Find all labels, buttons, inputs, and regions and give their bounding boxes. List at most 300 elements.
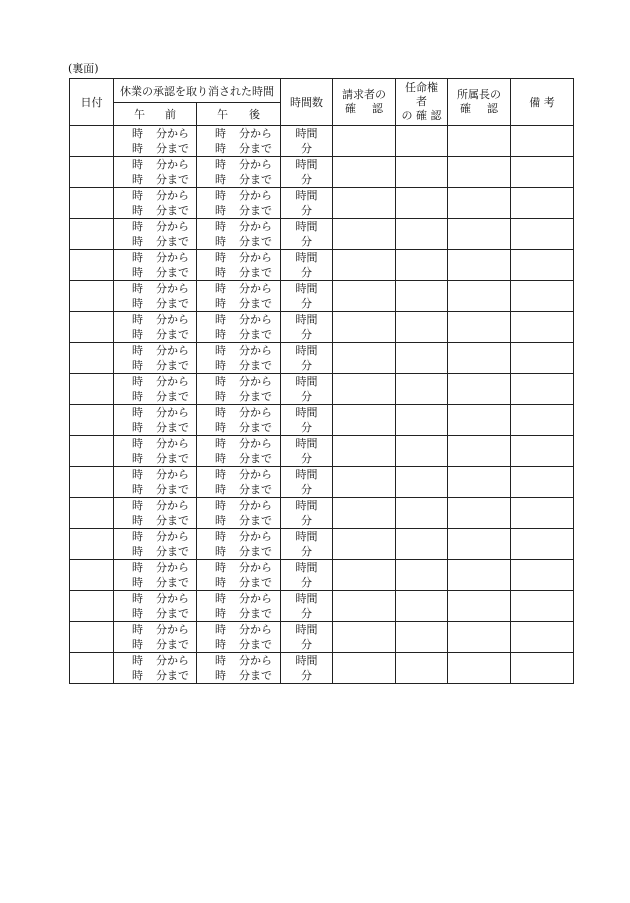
date-cell[interactable]	[70, 343, 114, 374]
am-header-char1: 午	[134, 108, 145, 122]
from-label: 分から	[156, 561, 189, 574]
head-confirm-cell[interactable]	[448, 436, 511, 467]
head-confirm-cell[interactable]	[448, 250, 511, 281]
hours-unit-label: 時間	[295, 530, 318, 543]
pm-until-line	[197, 172, 280, 187]
hours-unit-label: 時間	[295, 344, 318, 357]
hours-cell[interactable]	[281, 436, 333, 467]
head-confirm-header	[448, 79, 511, 126]
hour-label: 時	[215, 421, 226, 434]
remarks-cell[interactable]	[511, 343, 574, 374]
until-label: 分まで	[156, 483, 189, 496]
remarks-cell[interactable]	[511, 560, 574, 591]
remarks-cell[interactable]	[511, 157, 574, 188]
authority-confirm-cell[interactable]	[396, 467, 448, 498]
hour-label: 時	[215, 251, 226, 264]
am-from-line	[114, 591, 196, 606]
remarks-cell[interactable]	[511, 281, 574, 312]
until-label: 分まで	[239, 359, 272, 372]
am-time-cell[interactable]	[114, 343, 197, 374]
entry-row	[70, 405, 574, 436]
pm-time-cell[interactable]	[197, 188, 281, 219]
am-until-line	[114, 203, 196, 218]
hour-label: 時	[215, 375, 226, 388]
pm-time-cell[interactable]	[197, 312, 281, 343]
am-time-cell[interactable]	[114, 250, 197, 281]
hours-cell[interactable]	[281, 219, 333, 250]
remarks-cell[interactable]	[511, 405, 574, 436]
date-cell[interactable]	[70, 405, 114, 436]
remarks-cell[interactable]	[511, 436, 574, 467]
date-cell[interactable]	[70, 591, 114, 622]
hour-label: 時	[132, 514, 143, 527]
pm-time-cell[interactable]	[197, 622, 281, 653]
authority-confirm-cell[interactable]	[396, 622, 448, 653]
date-cell[interactable]	[70, 498, 114, 529]
head-confirm-cell[interactable]	[448, 312, 511, 343]
remarks-cell[interactable]	[511, 529, 574, 560]
pm-time-cell[interactable]	[197, 343, 281, 374]
pm-from-line	[197, 591, 280, 606]
from-label: 分から	[239, 654, 272, 667]
remarks-cell[interactable]	[511, 622, 574, 653]
authority-confirm-cell[interactable]	[396, 281, 448, 312]
hour-label: 時	[132, 235, 143, 248]
requester-confirm-cell[interactable]	[333, 219, 396, 250]
am-from-line	[114, 498, 196, 513]
hour-label: 時	[215, 173, 226, 186]
hours-unit-label: 時間	[295, 313, 318, 326]
authority-confirm-cell[interactable]	[396, 126, 448, 157]
am-until-line	[114, 389, 196, 404]
remarks-cell[interactable]	[511, 250, 574, 281]
entry-row	[70, 591, 574, 622]
date-cell[interactable]	[70, 188, 114, 219]
hour-label: 時	[215, 235, 226, 248]
remarks-cell[interactable]	[511, 188, 574, 219]
am-time-cell[interactable]	[114, 529, 197, 560]
pm-until-line	[197, 296, 280, 311]
from-label: 分から	[156, 530, 189, 543]
am-time-cell[interactable]	[114, 281, 197, 312]
hour-label: 時	[215, 499, 226, 512]
am-until-line	[114, 234, 196, 249]
from-label: 分から	[156, 654, 189, 667]
hours-cell[interactable]	[281, 467, 333, 498]
hour-label: 時	[132, 266, 143, 279]
date-cell[interactable]	[70, 622, 114, 653]
am-time-cell[interactable]	[114, 312, 197, 343]
hours-cell[interactable]	[281, 374, 333, 405]
hours-unit-label: 時間	[295, 220, 318, 233]
am-time-cell[interactable]	[114, 591, 197, 622]
hours-cell[interactable]	[281, 622, 333, 653]
pm-until-line	[197, 327, 280, 342]
hours-cell[interactable]	[281, 591, 333, 622]
pm-until-line	[197, 389, 280, 404]
requester-confirm-cell[interactable]	[333, 498, 396, 529]
am-until-line	[114, 513, 196, 528]
entry-row	[70, 622, 574, 653]
hour-label: 時	[132, 359, 143, 372]
hour-label: 時	[132, 437, 143, 450]
am-from-line	[114, 560, 196, 575]
hour-label: 時	[215, 406, 226, 419]
requester-confirm-cell[interactable]	[333, 188, 396, 219]
pm-until-line	[197, 544, 280, 559]
remarks-cell[interactable]	[511, 498, 574, 529]
requester-confirm-cell[interactable]	[333, 343, 396, 374]
entry-row	[70, 188, 574, 219]
pm-from-line	[197, 560, 280, 575]
head-confirm-cell[interactable]	[448, 653, 511, 684]
from-label: 分から	[239, 220, 272, 233]
from-label: 分から	[156, 623, 189, 636]
am-from-line	[114, 219, 196, 234]
head-confirm-cell[interactable]	[448, 374, 511, 405]
requester-confirm-cell[interactable]	[333, 622, 396, 653]
minutes-unit-label: 分	[301, 514, 312, 527]
from-label: 分から	[156, 189, 189, 202]
requester-confirm-cell[interactable]	[333, 436, 396, 467]
entry-row	[70, 219, 574, 250]
head-confirm-cell[interactable]	[448, 498, 511, 529]
entry-row	[70, 343, 574, 374]
hours-cell[interactable]	[281, 188, 333, 219]
until-label: 分まで	[239, 514, 272, 527]
head-confirm-cell[interactable]	[448, 219, 511, 250]
head-confirm-cell[interactable]	[448, 343, 511, 374]
pm-until-line	[197, 358, 280, 373]
minutes-unit-label: 分	[301, 328, 312, 341]
am-time-cell[interactable]	[114, 560, 197, 591]
pm-time-cell[interactable]	[197, 498, 281, 529]
from-label: 分から	[156, 592, 189, 605]
pm-time-cell[interactable]	[197, 653, 281, 684]
hour-label: 時	[215, 638, 226, 651]
am-time-cell[interactable]	[114, 405, 197, 436]
pm-from-line	[197, 219, 280, 234]
authority-confirm-cell[interactable]	[396, 591, 448, 622]
hour-label: 時	[215, 654, 226, 667]
am-until-line	[114, 420, 196, 435]
from-label: 分から	[239, 127, 272, 140]
head-confirm-cell[interactable]	[448, 281, 511, 312]
hour-label: 時	[215, 266, 226, 279]
until-label: 分まで	[239, 576, 272, 589]
pm-time-cell[interactable]	[197, 157, 281, 188]
remarks-cell[interactable]	[511, 374, 574, 405]
date-cell[interactable]	[70, 436, 114, 467]
authority-confirm-cell[interactable]	[396, 436, 448, 467]
from-label: 分から	[239, 344, 272, 357]
pm-until-line	[197, 141, 280, 156]
pm-until-line	[197, 637, 280, 652]
requester-confirm-cell[interactable]	[333, 467, 396, 498]
pm-time-cell[interactable]	[197, 126, 281, 157]
am-until-line	[114, 296, 196, 311]
requester-confirm-cell[interactable]	[333, 126, 396, 157]
date-cell[interactable]	[70, 281, 114, 312]
remarks-cell[interactable]	[511, 219, 574, 250]
hour-label: 時	[215, 514, 226, 527]
head-confirm-cell[interactable]	[448, 188, 511, 219]
requester-confirm-cell[interactable]	[333, 312, 396, 343]
pm-time-cell[interactable]	[197, 467, 281, 498]
from-label: 分から	[239, 189, 272, 202]
hour-label: 時	[215, 483, 226, 496]
pm-until-line	[197, 513, 280, 528]
authority-confirm-cell[interactable]	[396, 312, 448, 343]
hours-unit-label: 時間	[295, 127, 318, 140]
am-time-cell[interactable]	[114, 157, 197, 188]
pm-time-cell[interactable]	[197, 529, 281, 560]
am-from-line	[114, 250, 196, 265]
am-time-cell[interactable]	[114, 498, 197, 529]
am-time-cell[interactable]	[114, 126, 197, 157]
head-confirm-cell[interactable]	[448, 405, 511, 436]
pm-until-line	[197, 265, 280, 280]
minutes-unit-label: 分	[301, 483, 312, 496]
hours-cell[interactable]	[281, 281, 333, 312]
remarks-cell[interactable]	[511, 467, 574, 498]
head-header-char2: 認	[487, 102, 498, 115]
until-label: 分まで	[239, 452, 272, 465]
hour-label: 時	[215, 561, 226, 574]
until-label: 分まで	[239, 483, 272, 496]
requester-confirm-cell[interactable]	[333, 157, 396, 188]
hour-label: 時	[215, 390, 226, 403]
entry-row	[70, 157, 574, 188]
hours-unit-label: 時間	[295, 654, 318, 667]
am-until-line	[114, 358, 196, 373]
authority-confirm-cell[interactable]	[396, 560, 448, 591]
hour-label: 時	[215, 220, 226, 233]
pm-time-cell[interactable]	[197, 560, 281, 591]
until-label: 分まで	[239, 235, 272, 248]
date-cell[interactable]	[70, 250, 114, 281]
remarks-cell[interactable]	[511, 126, 574, 157]
entry-row	[70, 498, 574, 529]
am-until-line	[114, 451, 196, 466]
requester-confirm-cell[interactable]	[333, 653, 396, 684]
date-cell[interactable]	[70, 529, 114, 560]
requester-confirm-cell[interactable]	[333, 250, 396, 281]
authority-confirm-cell[interactable]	[396, 498, 448, 529]
date-cell[interactable]	[70, 312, 114, 343]
hours-cell[interactable]	[281, 529, 333, 560]
am-until-line	[114, 668, 196, 683]
minutes-unit-label: 分	[301, 266, 312, 279]
from-label: 分から	[239, 406, 272, 419]
head-confirm-cell[interactable]	[448, 157, 511, 188]
from-label: 分から	[156, 158, 189, 171]
hours-cell[interactable]	[281, 498, 333, 529]
date-cell[interactable]	[70, 157, 114, 188]
pm-time-cell[interactable]	[197, 374, 281, 405]
hours-unit-label: 時間	[295, 592, 318, 605]
am-from-line	[114, 312, 196, 327]
am-until-line	[114, 575, 196, 590]
hours-cell[interactable]	[281, 343, 333, 374]
date-cell[interactable]	[70, 374, 114, 405]
pm-header-char1: 午	[217, 108, 228, 122]
entry-row	[70, 436, 574, 467]
head-confirm-cell[interactable]	[448, 622, 511, 653]
minutes-unit-label: 分	[301, 142, 312, 155]
date-cell[interactable]	[70, 467, 114, 498]
hour-label: 時	[132, 282, 143, 295]
requester-confirm-cell[interactable]	[333, 281, 396, 312]
pm-from-line	[197, 436, 280, 451]
from-label: 分から	[239, 282, 272, 295]
hours-cell[interactable]	[281, 405, 333, 436]
authority-confirm-cell[interactable]	[396, 219, 448, 250]
am-from-line	[114, 374, 196, 389]
date-cell[interactable]	[70, 219, 114, 250]
hour-label: 時	[132, 297, 143, 310]
hour-label: 時	[132, 344, 143, 357]
until-label: 分まで	[156, 514, 189, 527]
am-from-line	[114, 157, 196, 172]
am-time-cell[interactable]	[114, 374, 197, 405]
hour-label: 時	[132, 499, 143, 512]
head-confirm-cell[interactable]	[448, 591, 511, 622]
remarks-cell[interactable]	[511, 312, 574, 343]
date-cell[interactable]	[70, 653, 114, 684]
pm-from-line	[197, 529, 280, 544]
pm-from-line	[197, 250, 280, 265]
authority-confirm-cell[interactable]	[396, 157, 448, 188]
am-time-cell[interactable]	[114, 436, 197, 467]
hours-unit-label: 時間	[295, 158, 318, 171]
am-time-cell[interactable]	[114, 219, 197, 250]
hour-label: 時	[215, 530, 226, 543]
hours-cell[interactable]	[281, 560, 333, 591]
pm-from-line	[197, 653, 280, 668]
until-label: 分まで	[239, 297, 272, 310]
requester-confirm-cell[interactable]	[333, 560, 396, 591]
pm-until-line	[197, 420, 280, 435]
hours-cell[interactable]	[281, 653, 333, 684]
authority-confirm-cell[interactable]	[396, 529, 448, 560]
minutes-unit-label: 分	[301, 638, 312, 651]
pm-from-line	[197, 622, 280, 637]
head-confirm-cell[interactable]	[448, 560, 511, 591]
hour-label: 時	[132, 421, 143, 434]
am-from-line	[114, 653, 196, 668]
minutes-unit-label: 分	[301, 607, 312, 620]
authority-confirm-cell[interactable]	[396, 653, 448, 684]
hour-label: 時	[132, 561, 143, 574]
date-cell[interactable]	[70, 126, 114, 157]
pm-from-line	[197, 312, 280, 327]
hour-label: 時	[215, 158, 226, 171]
head-confirm-cell[interactable]	[448, 126, 511, 157]
date-cell[interactable]	[70, 560, 114, 591]
am-until-line	[114, 482, 196, 497]
am-time-cell[interactable]	[114, 622, 197, 653]
am-time-cell[interactable]	[114, 188, 197, 219]
remarks-cell[interactable]	[511, 653, 574, 684]
pm-time-cell[interactable]	[197, 250, 281, 281]
from-label: 分から	[239, 623, 272, 636]
hour-label: 時	[215, 452, 226, 465]
until-label: 分まで	[239, 545, 272, 558]
am-until-line	[114, 637, 196, 652]
hour-label: 時	[132, 623, 143, 636]
head-confirm-cell[interactable]	[448, 467, 511, 498]
pm-time-cell[interactable]	[197, 436, 281, 467]
entry-row	[70, 560, 574, 591]
requester-confirm-cell[interactable]	[333, 374, 396, 405]
hour-label: 時	[132, 328, 143, 341]
am-time-cell[interactable]	[114, 467, 197, 498]
from-label: 分から	[239, 251, 272, 264]
until-label: 分まで	[239, 638, 272, 651]
requester-confirm-cell[interactable]	[333, 529, 396, 560]
am-from-line	[114, 529, 196, 544]
hour-label: 時	[132, 483, 143, 496]
pm-time-cell[interactable]	[197, 405, 281, 436]
hours-cell[interactable]	[281, 250, 333, 281]
hours-unit-label: 時間	[295, 375, 318, 388]
am-until-line	[114, 141, 196, 156]
until-label: 分まで	[156, 328, 189, 341]
pm-until-line	[197, 234, 280, 249]
hours-cell[interactable]	[281, 312, 333, 343]
requester-confirm-cell[interactable]	[333, 591, 396, 622]
hour-label: 時	[215, 204, 226, 217]
hour-label: 時	[215, 545, 226, 558]
authority-confirm-cell[interactable]	[396, 188, 448, 219]
hour-label: 時	[132, 127, 143, 140]
until-label: 分まで	[239, 390, 272, 403]
authority-confirm-cell[interactable]	[396, 250, 448, 281]
hours-cell[interactable]	[281, 126, 333, 157]
hour-label: 時	[215, 607, 226, 620]
from-label: 分から	[156, 220, 189, 233]
pm-header	[197, 103, 281, 126]
am-until-line	[114, 327, 196, 342]
until-label: 分まで	[156, 266, 189, 279]
cancelled-time-header: 休業の承認を取り消された時間	[114, 79, 281, 103]
until-label: 分まで	[156, 142, 189, 155]
am-time-cell[interactable]	[114, 653, 197, 684]
until-label: 分まで	[156, 452, 189, 465]
until-label: 分まで	[239, 266, 272, 279]
authority-confirm-cell[interactable]	[396, 374, 448, 405]
remarks-cell[interactable]	[511, 591, 574, 622]
pm-time-cell[interactable]	[197, 219, 281, 250]
pm-until-line	[197, 482, 280, 497]
until-label: 分まで	[156, 421, 189, 434]
until-label: 分まで	[156, 204, 189, 217]
pm-time-cell[interactable]	[197, 281, 281, 312]
hours-unit-label: 時間	[295, 468, 318, 481]
requester-confirm-cell[interactable]	[333, 405, 396, 436]
head-confirm-cell[interactable]	[448, 529, 511, 560]
hours-cell[interactable]	[281, 157, 333, 188]
hour-label: 時	[215, 189, 226, 202]
authority-confirm-cell[interactable]	[396, 405, 448, 436]
hours-unit-label: 時間	[295, 282, 318, 295]
until-label: 分まで	[239, 328, 272, 341]
authority-header-line1: 任命権者	[405, 81, 438, 108]
until-label: 分まで	[156, 607, 189, 620]
authority-confirm-cell[interactable]	[396, 343, 448, 374]
pm-time-cell[interactable]	[197, 591, 281, 622]
